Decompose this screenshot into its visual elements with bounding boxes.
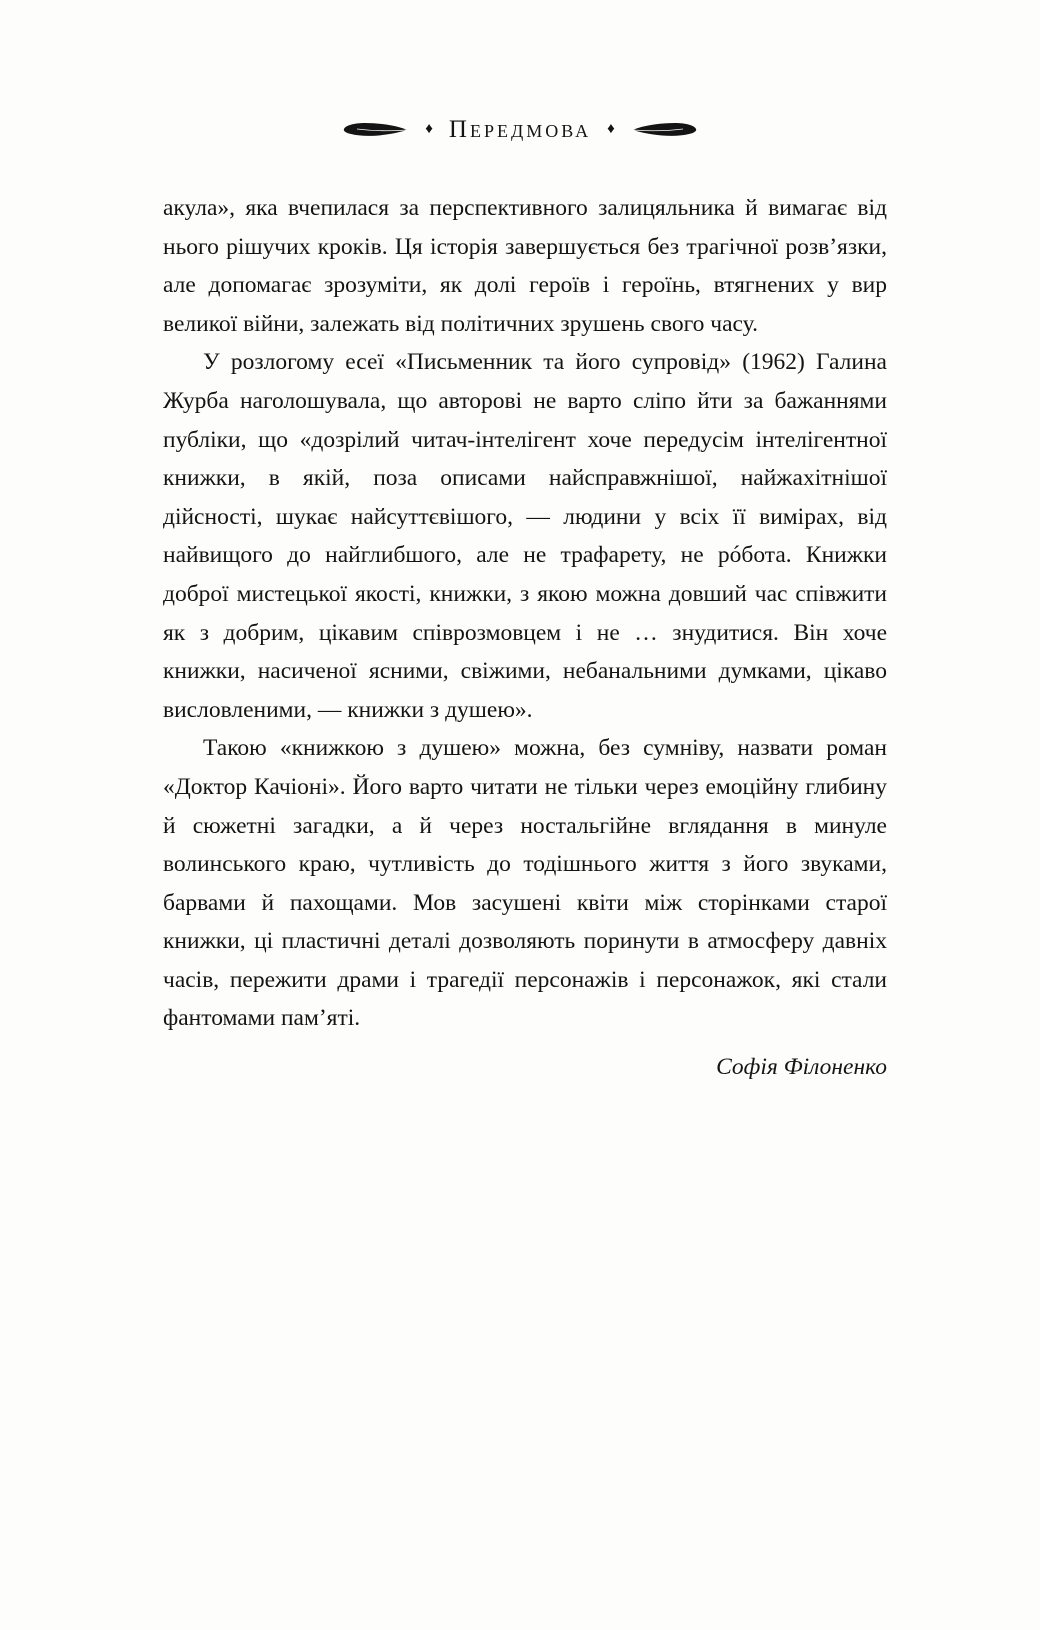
page-header <box>0 116 1040 144</box>
diamond-icon: ♦ <box>607 120 615 137</box>
leaf-ornament-left-icon <box>343 121 409 139</box>
paragraph: акула», яка вчепилася за перспективного залицяльника й вимагає від нього рішучих кроків. Ця історія завершується без трагічної розв’язки, але допомагає зрозуміти, як долі героїв і героїнь, втягнених у вир великої війни, залежать від політичних зрушень свого часу. <box>163 195 887 337</box>
paragraph: Такою «книжкою з душею» можна, без сумніву, назвати роман «Доктор Качіоні». Його варто читати не тільки через емоційну глибину й сюжетні загадки, а й через ностальгійне вглядання в минуле волинського краю, чутливість до тодішнього життя з його звуками, барвами й пахощами. Мов засушені квіти між сторінками старої книжки, ці пластичні деталі дозволяють поринути в атмосферу давніх часів, пережити драми і трагедії персонажів і персонажок, які стали фантомами пам’яті. <box>163 735 887 1032</box>
chapter-title: Передмова <box>448 116 592 143</box>
author-signature: Софія Філоненко <box>716 1054 887 1081</box>
paragraph: У розлогому есеї «Письменник та його супровід» (1962) Галина Журба наголошувала, що авторові не варто сліпо йти за бажаннями публіки, що «дозрілий читач-інтелігент хоче передусім інтелігентної книжки, в якій, поза описами найсправжнішої, найжахітнішої дійсності, шукає найсуттєвішого, — людини у всіх її вимірах, від найвищого до найглибшого, але не трафарету, не рóбота. Книжки доброї мистецької якості, книжки, з якою можна довший час співжити як з добрим, цікавим співрозмовцем і не … знудитися. Він хоче книжки, насиченої ясними, свіжими, небанальними думками, цікаво висловленими, — книжки з душею». <box>163 349 887 723</box>
leaf-ornament-right-icon <box>631 121 697 139</box>
body-text <box>163 189 887 1087</box>
diamond-icon: ♦ <box>425 120 433 137</box>
